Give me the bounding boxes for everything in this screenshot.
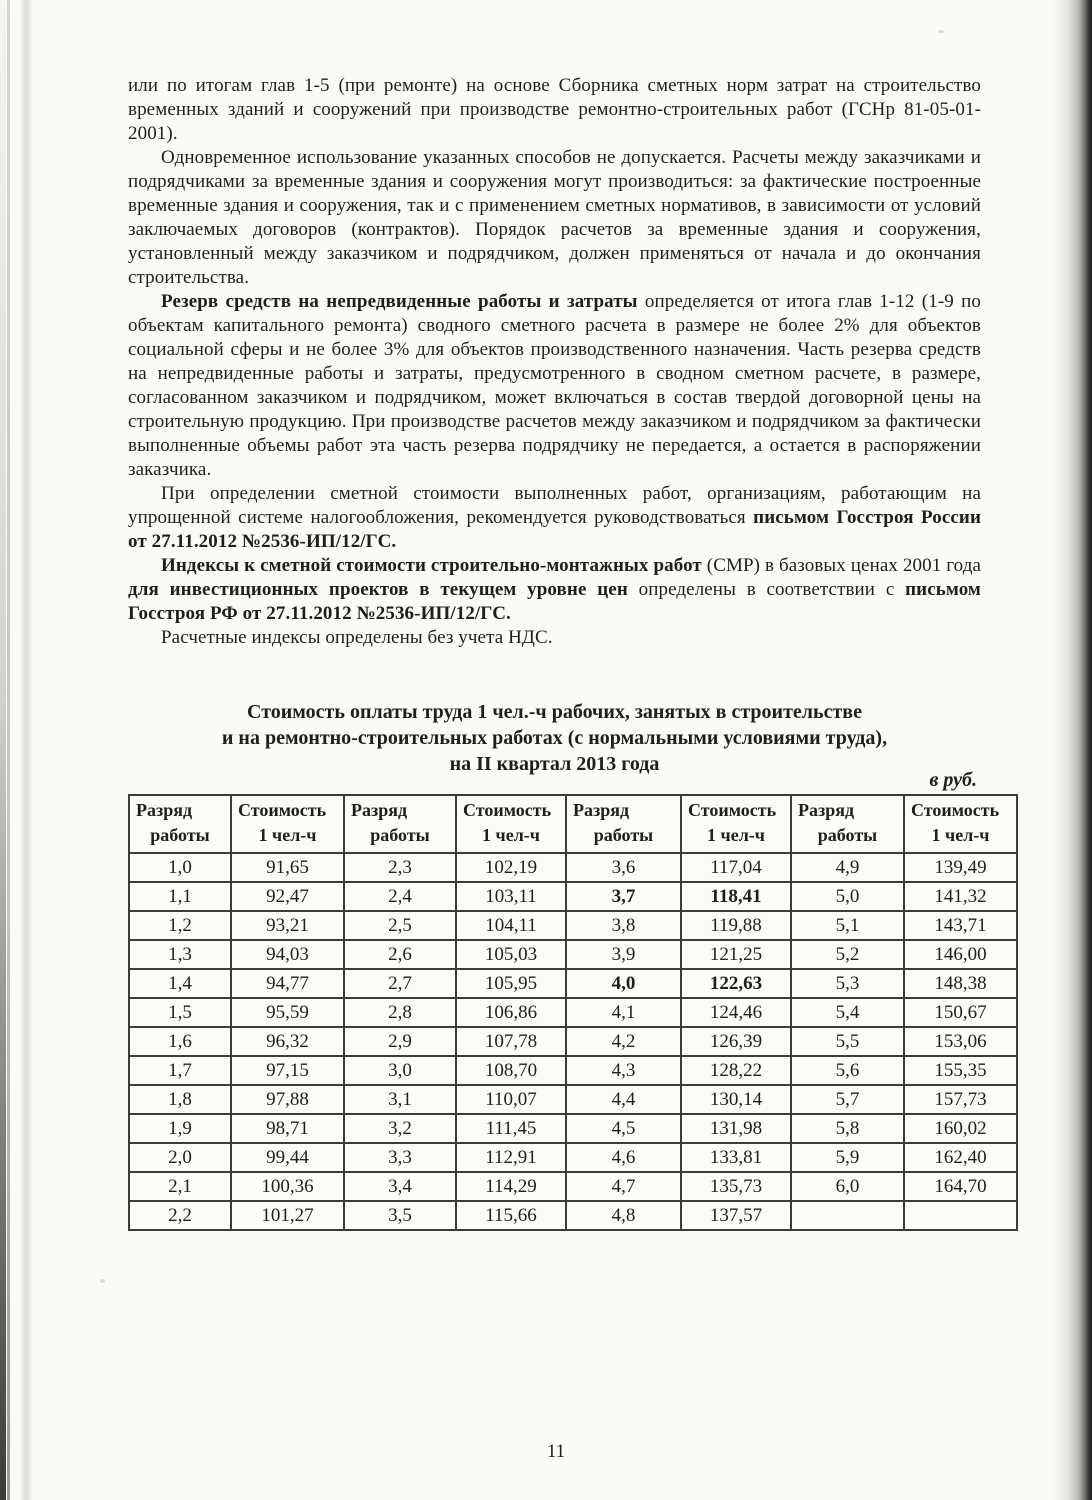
cell-grade: 4,4 <box>566 1085 681 1114</box>
table-row <box>129 1056 1017 1085</box>
cell-grade: 1,4 <box>129 969 231 998</box>
cell-cost: 111,45 <box>456 1114 566 1143</box>
table-row <box>129 1201 1017 1230</box>
cell-cost: 115,66 <box>456 1201 566 1230</box>
cell-cost: 143,71 <box>904 911 1017 940</box>
cell-cost: 104,11 <box>456 911 566 940</box>
table-title-line: и на ремонтно-строительных работах (с нормальными условиями труда), <box>221 727 888 749</box>
cell-cost: 105,95 <box>456 969 566 998</box>
cell-cost: 150,67 <box>904 998 1017 1027</box>
table-title <box>128 699 981 777</box>
text-run: определены в соответствии с <box>638 579 906 600</box>
cell-grade: 4,9 <box>791 853 904 882</box>
cell-cost: 101,27 <box>231 1201 344 1230</box>
table-row <box>129 940 1017 969</box>
cell-grade: 3,3 <box>344 1143 456 1172</box>
bold-text-run: письмом Госстроя РФ от 27.11.2012 №2536-ИП/12/ГС. <box>128 579 981 624</box>
cell-grade: 5,3 <box>791 969 904 998</box>
cell-cost: 93,21 <box>231 911 344 940</box>
cell-cost: 139,49 <box>904 853 1017 882</box>
cell-cost: 122,63 <box>681 969 791 998</box>
header-cell-grade: Разряд работы <box>129 795 231 853</box>
cell-cost: 160,02 <box>904 1114 1017 1143</box>
cell-grade: 5,0 <box>791 882 904 911</box>
cell-cost: 97,88 <box>231 1085 344 1114</box>
cell-grade: 3,8 <box>566 911 681 940</box>
cell-grade: 5,2 <box>791 940 904 969</box>
cell-grade: 3,7 <box>566 882 681 911</box>
cell-grade: 1,6 <box>129 1027 231 1056</box>
paragraph <box>128 74 981 146</box>
cell-cost: 126,39 <box>681 1027 791 1056</box>
page-number: 11 <box>546 1441 566 1462</box>
cell-grade: 3,9 <box>566 940 681 969</box>
table-header-row <box>129 795 1017 853</box>
cell-cost: 153,06 <box>904 1027 1017 1056</box>
cell-cost: 124,46 <box>681 998 791 1027</box>
cell-cost: 94,77 <box>231 969 344 998</box>
cell-grade: 2,1 <box>129 1172 231 1201</box>
cell-grade: 4,1 <box>566 998 681 1027</box>
table-row <box>129 1114 1017 1143</box>
header-cell-cost: Стоимость 1 чел-ч <box>904 795 1017 853</box>
text-run: или по итогам глав 1-5 (при ремонте) на основе Сборника сметных норм затрат на строительство временных зданий и сооружений при производстве ремонтно-строительных работ (ГСНр 81-05-01-2001). <box>128 75 981 144</box>
scan-fold-line <box>19 0 33 1500</box>
cell-grade: 5,1 <box>791 911 904 940</box>
paragraph <box>128 482 981 554</box>
text-run: (СМР) в базовых ценах 2001 года <box>706 555 981 576</box>
cell-grade: 1,0 <box>129 853 231 882</box>
cell-cost: 119,88 <box>681 911 791 940</box>
cell-grade: 1,1 <box>129 882 231 911</box>
cell-grade: 2,5 <box>344 911 456 940</box>
table-row <box>129 1143 1017 1172</box>
cell-grade: 2,8 <box>344 998 456 1027</box>
cell-cost: 121,25 <box>681 940 791 969</box>
cell-grade: 4,0 <box>566 969 681 998</box>
cell-cost: 118,41 <box>681 882 791 911</box>
cell-grade: 5,4 <box>791 998 904 1027</box>
cell-grade: 1,9 <box>129 1114 231 1143</box>
cell-cost: 117,04 <box>681 853 791 882</box>
header-cell-grade: Разряд работы <box>344 795 456 853</box>
cell-grade: 1,8 <box>129 1085 231 1114</box>
cell-grade: 1,3 <box>129 940 231 969</box>
table-row <box>129 969 1017 998</box>
table-row <box>129 911 1017 940</box>
document-text-block <box>128 74 981 650</box>
cell-grade: 6,0 <box>791 1172 904 1201</box>
cell-cost: 114,29 <box>456 1172 566 1201</box>
scan-right-edge-shadow <box>1050 0 1092 1500</box>
cell-cost: 95,59 <box>231 998 344 1027</box>
cell-grade: 5,8 <box>791 1114 904 1143</box>
cell-grade: 4,6 <box>566 1143 681 1172</box>
cell-grade: 5,7 <box>791 1085 904 1114</box>
text-run: При определении сметной стоимости выполненных работ, организациям, работающим на упрощенной системе налогообложения, рекомендуется руководствоваться <box>128 483 981 528</box>
cell-cost: 96,32 <box>231 1027 344 1056</box>
cell-cost: 91,65 <box>231 853 344 882</box>
table-row <box>129 1085 1017 1114</box>
table-row <box>129 998 1017 1027</box>
table-title-line: на II квартал 2013 года <box>449 753 660 775</box>
bold-text-run: для инвестиционных проектов в текущем уровне цен <box>128 579 639 600</box>
cell-grade: 2,9 <box>344 1027 456 1056</box>
cell-grade: 1,7 <box>129 1056 231 1085</box>
cell-cost: 141,32 <box>904 882 1017 911</box>
table-title-line: Стоимость оплаты труда 1 чел.-ч рабочих, занятых в строительстве <box>247 701 862 723</box>
table-row <box>129 882 1017 911</box>
cell-cost: 128,22 <box>681 1056 791 1085</box>
paragraph <box>128 290 981 482</box>
paragraph <box>128 554 981 626</box>
cell-cost: 131,98 <box>681 1114 791 1143</box>
paragraph <box>128 626 981 650</box>
scan-left-edge-shadow <box>0 0 6 1500</box>
cell-cost: 105,03 <box>456 940 566 969</box>
cell-cost: 148,38 <box>904 969 1017 998</box>
paragraph <box>128 146 981 290</box>
header-cell-cost: Стоимость 1 чел-ч <box>681 795 791 853</box>
table-row <box>129 1172 1017 1201</box>
cell-grade: 4,7 <box>566 1172 681 1201</box>
cell-cost: 97,15 <box>231 1056 344 1085</box>
cell-grade: 3,2 <box>344 1114 456 1143</box>
cell-grade: 2,0 <box>129 1143 231 1172</box>
cell-cost: 99,44 <box>231 1143 344 1172</box>
cell-grade: 1,5 <box>129 998 231 1027</box>
bold-text-run: Индексы к сметной стоимости строительно-монтажных работ <box>161 555 707 576</box>
cell-cost: 103,11 <box>456 882 566 911</box>
bold-text-run: Резерв средств на непредвиденные работы и затраты <box>161 291 645 312</box>
cell-cost: 98,71 <box>231 1114 344 1143</box>
cell-grade: 2,2 <box>129 1201 231 1230</box>
bold-text-run: письмом Госстроя России от 27.11.2012 №2536-ИП/12/ГС. <box>128 507 981 552</box>
header-cell-grade: Разряд работы <box>566 795 681 853</box>
cell-cost: 137,57 <box>681 1201 791 1230</box>
cell-cost <box>904 1201 1017 1230</box>
cell-grade: 2,7 <box>344 969 456 998</box>
scan-left-edge-line <box>7 0 10 1500</box>
cell-grade: 4,2 <box>566 1027 681 1056</box>
text-run: Расчетные индексы определены без учета НДС. <box>161 627 553 648</box>
cell-grade: 5,6 <box>791 1056 904 1085</box>
cell-grade: 3,6 <box>566 853 681 882</box>
cell-grade: 3,5 <box>344 1201 456 1230</box>
cell-grade <box>791 1201 904 1230</box>
cell-cost: 130,14 <box>681 1085 791 1114</box>
scan-speck <box>938 30 944 33</box>
cell-cost: 106,86 <box>456 998 566 1027</box>
cell-cost: 100,36 <box>231 1172 344 1201</box>
cell-grade: 2,3 <box>344 853 456 882</box>
cell-grade: 4,3 <box>566 1056 681 1085</box>
cell-cost: 92,47 <box>231 882 344 911</box>
cell-cost: 102,19 <box>456 853 566 882</box>
cell-grade: 4,8 <box>566 1201 681 1230</box>
cell-grade: 3,1 <box>344 1085 456 1114</box>
text-run: Одновременное использование указанных способов не допускается. Расчеты между заказчиками и подрядчиками за временные здания и сооружения могут производиться: за фактические построенные временные здания и сооружения, так и с применением сметных нормативов, в зависимости от условий заключаемых договоров (контрактов). Порядок расчетов за временные здания и сооружения, установленный между заказчиком и подрядчиком, должен применяться от начала и до окончания строительства. <box>128 147 981 288</box>
cell-grade: 5,9 <box>791 1143 904 1172</box>
cell-cost: 135,73 <box>681 1172 791 1201</box>
cell-grade: 3,0 <box>344 1056 456 1085</box>
header-cell-grade: Разряд работы <box>791 795 904 853</box>
cell-grade: 2,4 <box>344 882 456 911</box>
wage-table <box>128 794 1018 1231</box>
cell-grade: 1,2 <box>129 911 231 940</box>
currency-note: в руб. <box>929 769 977 791</box>
cell-cost: 107,78 <box>456 1027 566 1056</box>
header-cell-cost: Стоимость 1 чел-ч <box>456 795 566 853</box>
table-row <box>129 853 1017 882</box>
cell-cost: 133,81 <box>681 1143 791 1172</box>
cell-cost: 164,70 <box>904 1172 1017 1201</box>
cell-grade: 2,6 <box>344 940 456 969</box>
cell-grade: 3,4 <box>344 1172 456 1201</box>
cell-cost: 155,35 <box>904 1056 1017 1085</box>
cell-grade: 5,5 <box>791 1027 904 1056</box>
cell-cost: 112,91 <box>456 1143 566 1172</box>
cell-cost: 108,70 <box>456 1056 566 1085</box>
cell-cost: 146,00 <box>904 940 1017 969</box>
text-run: определяется от итога глав 1-12 (1-9 по объектам капитального ремонта) сводного сметного расчета в размере не более 2% для объектов социальной сферы и не более 3% для объектов производственного назначения. Часть резерва средств на непредвиденные работы и затраты, предусмотренного в сводном сметном расчете, в размере, согласованном заказчиком и подрядчиком, может включаться в состав твердой договорной цены на строительную продукцию. При производстве расчетов между заказчиком и подрядчиком за фактически выполненные объемы работ эта часть резерва подрядчику не передается, а остается в распоряжении заказчика. <box>128 291 981 480</box>
table-row <box>129 1027 1017 1056</box>
cell-cost: 110,07 <box>456 1085 566 1114</box>
cell-grade: 4,5 <box>566 1114 681 1143</box>
cell-cost: 157,73 <box>904 1085 1017 1114</box>
cell-cost: 162,40 <box>904 1143 1017 1172</box>
scan-speck <box>100 1279 105 1283</box>
header-cell-cost: Стоимость 1 чел-ч <box>231 795 344 853</box>
cell-cost: 94,03 <box>231 940 344 969</box>
